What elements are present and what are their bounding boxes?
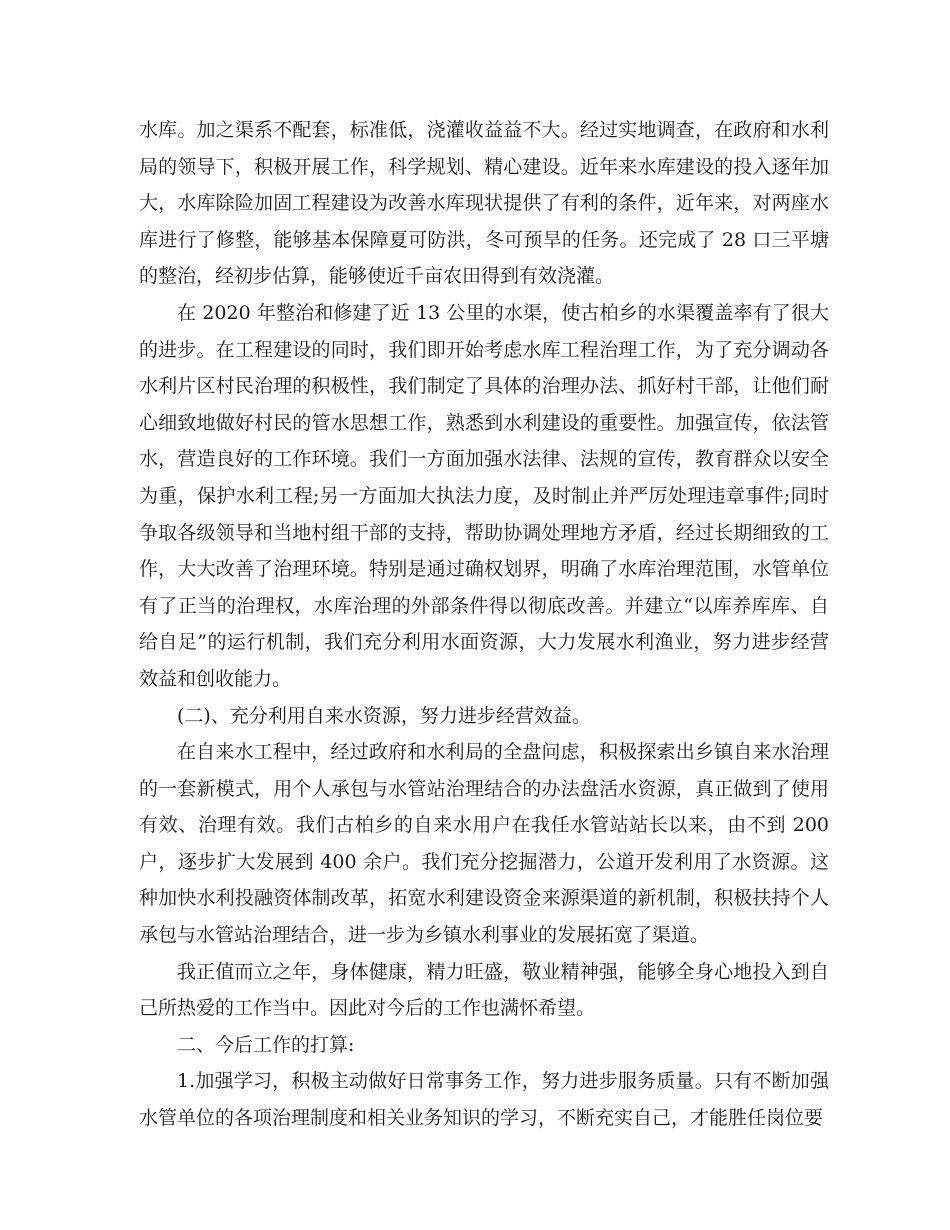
section-heading-future-plans: 二、今后工作的打算: bbox=[177, 1033, 355, 1056]
paragraph-5: 1.加强学习，积极主动做好日常事务工作，努力进步服务质量。只有不断加强水管单位的各项治理制度和相关业务知识的学习，不断充实自己，才能胜任岗位要 bbox=[139, 1070, 829, 1130]
paragraph-3: 在自来水工程中，经过政府和水利局的全盘问虑，积极探索出乡镇自来水治理的一套新模式，用个人承包与水管站治理结合的办法盘活水资源，真正做到了使用有效、治理有效。我们古柏乡的自来水用户在我任水管站站长以来，由不到 200 户，逐步扩大发展到 400 余户。我们充分挖掘潜力，公道开发利用了水资源。这种加快水利投融资体制改革，拓宽水利建设资金来源渠道的新机制，积极扶持个人承包与水管站治理结合，进一步为乡镇水利事业的发展拓宽了渠道。 bbox=[139, 741, 829, 947]
section-heading-2: (二)、充分利用自来水资源，努力进步经营效益。 bbox=[177, 704, 591, 727]
document-body bbox=[139, 112, 829, 1137]
paragraph-1: 水库。加之渠系不配套，标准低，浇灌收益益不大。经过实地调查，在政府和水利局的领导下，积极开展工作，科学规划、精心建设。近年来水库建设的投入逐年加大，水库除险加固工程建设为改善水库现状提供了有利的条件，近年来，对两座水库进行了修整，能够基本保障夏可防洪，冬可预旱的任务。还完成了 28 口三平塘的整治，经初步估算，能够使近千亩农田得到有效浇灌。 bbox=[139, 119, 829, 288]
paragraph-2: 在 2020 年整治和修建了近 13 公里的水渠，使古柏乡的水渠覆盖率有了很大的进步。在工程建设的同时，我们即开始考虑水库工程治理工作，为了充分调动各水利片区村民治理的积极性，我们制定了具体的治理办法、抓好村干部，让他们耐心细致地做好村民的管水思想工作，熟悉到水利建设的重要性。加强宣传，依法管水，营造良好的工作环境。我们一方面加强水法律、法规的宣传，教育群众以安全为重，保护水利工程;另一方面加大执法力度，及时制止并严厉处理违章事件;同时争取各级领导和当地村组干部的支持，帮助协调处理地方矛盾，经过长期细致的工作，大大改善了治理环境。特别是通过确权划界，明确了水库治理范围，水管单位有了正当的治理权，水库治理的外部条件得以彻底改善。并建立“以库养库库、自给自足”的运行机制，我们充分利用水面资源，大力发展水利渔业，努力进步经营效益和创收能力。 bbox=[139, 301, 829, 690]
paragraph-4: 我正值而立之年，身体健康，精力旺盛，敬业精神强，能够全身心地投入到自己所热爱的工作当中。因此对今后的工作也满怀希望。 bbox=[139, 960, 829, 1020]
